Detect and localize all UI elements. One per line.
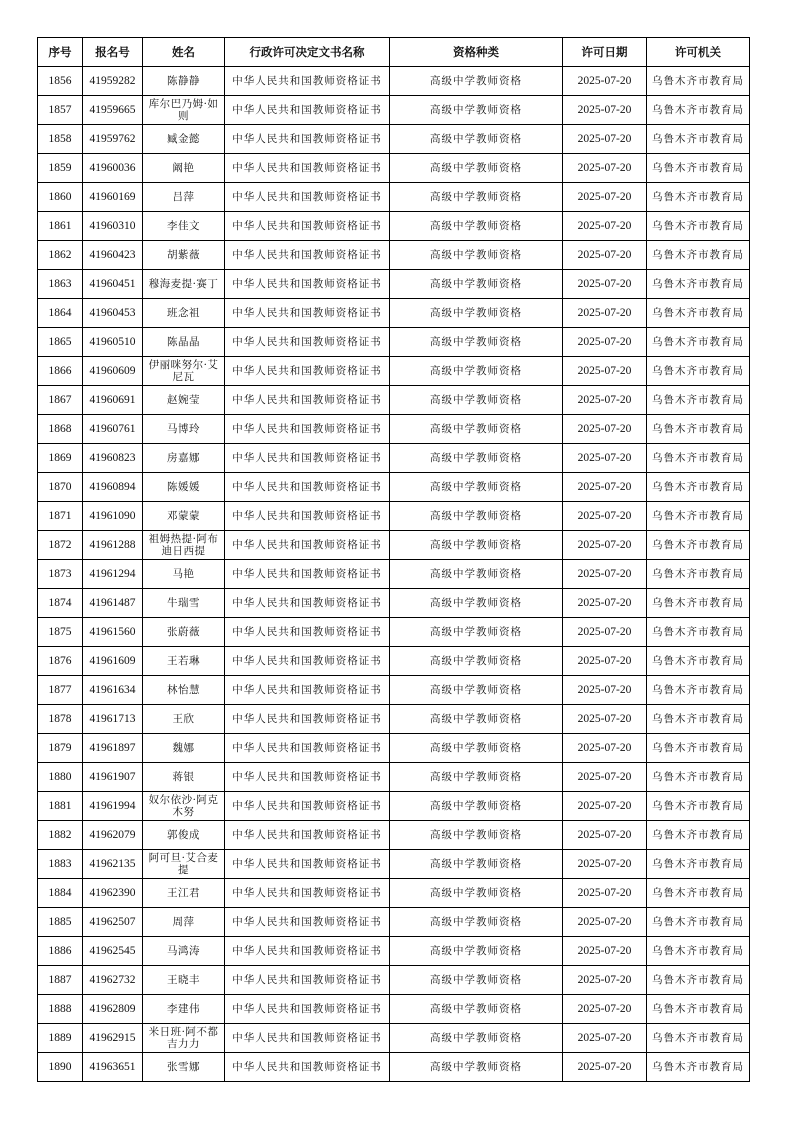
cell-registration-number: 41961560	[83, 618, 143, 647]
table-row	[38, 705, 750, 734]
table-row	[38, 96, 750, 125]
cell-serial-number: 1872	[38, 531, 83, 560]
cell-license-date: 2025-07-20	[563, 908, 647, 937]
cell-licensing-authority: 乌鲁木齐市教育局	[647, 270, 750, 299]
cell-serial-number: 1881	[38, 792, 83, 821]
cell-license-date: 2025-07-20	[563, 444, 647, 473]
cell-name: 张雪娜	[143, 1053, 225, 1082]
cell-registration-number: 41960510	[83, 328, 143, 357]
cell-serial-number: 1880	[38, 763, 83, 792]
cell-license-date: 2025-07-20	[563, 386, 647, 415]
cell-qualification-type: 高级中学教师资格	[390, 502, 563, 531]
header-license-date: 许可日期	[563, 38, 647, 67]
cell-document-name: 中华人民共和国教师资格证书	[225, 531, 390, 560]
cell-serial-number: 1889	[38, 1024, 83, 1053]
cell-licensing-authority: 乌鲁木齐市教育局	[647, 850, 750, 879]
cell-license-date: 2025-07-20	[563, 183, 647, 212]
cell-name: 蒋银	[143, 763, 225, 792]
cell-licensing-authority: 乌鲁木齐市教育局	[647, 908, 750, 937]
cell-serial-number: 1888	[38, 995, 83, 1024]
cell-licensing-authority: 乌鲁木齐市教育局	[647, 734, 750, 763]
cell-license-date: 2025-07-20	[563, 763, 647, 792]
cell-name: 林怡慧	[143, 676, 225, 705]
cell-license-date: 2025-07-20	[563, 357, 647, 386]
cell-licensing-authority: 乌鲁木齐市教育局	[647, 531, 750, 560]
cell-qualification-type: 高级中学教师资格	[390, 1053, 563, 1082]
cell-qualification-type: 高级中学教师资格	[390, 937, 563, 966]
table-row	[38, 241, 750, 270]
cell-license-date: 2025-07-20	[563, 705, 647, 734]
cell-document-name: 中华人民共和国教师资格证书	[225, 966, 390, 995]
cell-name: 穆海麦提·赛丁	[143, 270, 225, 299]
cell-name: 房嘉娜	[143, 444, 225, 473]
cell-name: 张蔚薇	[143, 618, 225, 647]
cell-document-name: 中华人民共和国教师资格证书	[225, 212, 390, 241]
cell-document-name: 中华人民共和国教师资格证书	[225, 995, 390, 1024]
cell-name: 马艳	[143, 560, 225, 589]
table-row	[38, 67, 750, 96]
cell-licensing-authority: 乌鲁木齐市教育局	[647, 647, 750, 676]
cell-license-date: 2025-07-20	[563, 966, 647, 995]
table-row	[38, 560, 750, 589]
cell-name: 阚艳	[143, 154, 225, 183]
cell-name: 奴尔依沙·阿克木努	[143, 792, 225, 821]
cell-qualification-type: 高级中学教师资格	[390, 357, 563, 386]
cell-license-date: 2025-07-20	[563, 995, 647, 1024]
cell-serial-number: 1870	[38, 473, 83, 502]
cell-name: 李佳文	[143, 212, 225, 241]
cell-name: 马博玲	[143, 415, 225, 444]
cell-serial-number: 1869	[38, 444, 83, 473]
table-body	[38, 67, 750, 1082]
cell-document-name: 中华人民共和国教师资格证书	[225, 125, 390, 154]
table-row	[38, 502, 750, 531]
cell-license-date: 2025-07-20	[563, 676, 647, 705]
cell-serial-number: 1877	[38, 676, 83, 705]
cell-document-name: 中华人民共和国教师资格证书	[225, 705, 390, 734]
table-row	[38, 792, 750, 821]
cell-qualification-type: 高级中学教师资格	[390, 67, 563, 96]
cell-document-name: 中华人民共和国教师资格证书	[225, 821, 390, 850]
cell-document-name: 中华人民共和国教师资格证书	[225, 299, 390, 328]
cell-name: 陈媛媛	[143, 473, 225, 502]
cell-serial-number: 1858	[38, 125, 83, 154]
cell-qualification-type: 高级中学教师资格	[390, 589, 563, 618]
cell-license-date: 2025-07-20	[563, 328, 647, 357]
cell-licensing-authority: 乌鲁木齐市教育局	[647, 618, 750, 647]
cell-licensing-authority: 乌鲁木齐市教育局	[647, 705, 750, 734]
cell-registration-number: 41959762	[83, 125, 143, 154]
cell-qualification-type: 高级中学教师资格	[390, 792, 563, 821]
cell-license-date: 2025-07-20	[563, 589, 647, 618]
cell-name: 胡紫薇	[143, 241, 225, 270]
cell-registration-number: 41961634	[83, 676, 143, 705]
cell-document-name: 中华人民共和国教师资格证书	[225, 589, 390, 618]
cell-qualification-type: 高级中学教师资格	[390, 270, 563, 299]
cell-qualification-type: 高级中学教师资格	[390, 734, 563, 763]
cell-licensing-authority: 乌鲁木齐市教育局	[647, 1053, 750, 1082]
cell-name: 阿可旦·艾合麦提	[143, 850, 225, 879]
cell-serial-number: 1867	[38, 386, 83, 415]
cell-name: 陈晶晶	[143, 328, 225, 357]
cell-qualification-type: 高级中学教师资格	[390, 212, 563, 241]
cell-name: 王江君	[143, 879, 225, 908]
table-row	[38, 618, 750, 647]
cell-document-name: 中华人民共和国教师资格证书	[225, 937, 390, 966]
cell-licensing-authority: 乌鲁木齐市教育局	[647, 386, 750, 415]
cell-document-name: 中华人民共和国教师资格证书	[225, 444, 390, 473]
cell-name: 邓蒙蒙	[143, 502, 225, 531]
cell-qualification-type: 高级中学教师资格	[390, 647, 563, 676]
cell-qualification-type: 高级中学教师资格	[390, 1024, 563, 1053]
cell-serial-number: 1862	[38, 241, 83, 270]
cell-registration-number: 41960310	[83, 212, 143, 241]
cell-license-date: 2025-07-20	[563, 67, 647, 96]
table-row	[38, 183, 750, 212]
cell-registration-number: 41960761	[83, 415, 143, 444]
cell-licensing-authority: 乌鲁木齐市教育局	[647, 792, 750, 821]
cell-serial-number: 1878	[38, 705, 83, 734]
cell-license-date: 2025-07-20	[563, 299, 647, 328]
cell-qualification-type: 高级中学教师资格	[390, 444, 563, 473]
cell-document-name: 中华人民共和国教师资格证书	[225, 1024, 390, 1053]
cell-qualification-type: 高级中学教师资格	[390, 183, 563, 212]
cell-document-name: 中华人民共和国教师资格证书	[225, 386, 390, 415]
cell-qualification-type: 高级中学教师资格	[390, 705, 563, 734]
cell-serial-number: 1865	[38, 328, 83, 357]
cell-licensing-authority: 乌鲁木齐市教育局	[647, 1024, 750, 1053]
cell-registration-number: 41962732	[83, 966, 143, 995]
cell-licensing-authority: 乌鲁木齐市教育局	[647, 154, 750, 183]
cell-licensing-authority: 乌鲁木齐市教育局	[647, 241, 750, 270]
cell-document-name: 中华人民共和国教师资格证书	[225, 908, 390, 937]
cell-registration-number: 41960823	[83, 444, 143, 473]
cell-qualification-type: 高级中学教师资格	[390, 995, 563, 1024]
table-row	[38, 821, 750, 850]
cell-registration-number: 41960609	[83, 357, 143, 386]
cell-qualification-type: 高级中学教师资格	[390, 531, 563, 560]
cell-license-date: 2025-07-20	[563, 212, 647, 241]
header-document-name: 行政许可决定文书名称	[225, 38, 390, 67]
cell-licensing-authority: 乌鲁木齐市教育局	[647, 444, 750, 473]
cell-license-date: 2025-07-20	[563, 879, 647, 908]
cell-license-date: 2025-07-20	[563, 821, 647, 850]
cell-name: 马鸿涛	[143, 937, 225, 966]
cell-serial-number: 1874	[38, 589, 83, 618]
cell-licensing-authority: 乌鲁木齐市教育局	[647, 96, 750, 125]
cell-name: 班念祖	[143, 299, 225, 328]
cell-name: 王若琳	[143, 647, 225, 676]
cell-qualification-type: 高级中学教师资格	[390, 328, 563, 357]
cell-serial-number: 1863	[38, 270, 83, 299]
cell-licensing-authority: 乌鲁木齐市教育局	[647, 125, 750, 154]
cell-licensing-authority: 乌鲁木齐市教育局	[647, 67, 750, 96]
cell-licensing-authority: 乌鲁木齐市教育局	[647, 212, 750, 241]
cell-registration-number: 41960169	[83, 183, 143, 212]
cell-license-date: 2025-07-20	[563, 560, 647, 589]
cell-name: 王欣	[143, 705, 225, 734]
table-row	[38, 415, 750, 444]
cell-qualification-type: 高级中学教师资格	[390, 96, 563, 125]
cell-licensing-authority: 乌鲁木齐市教育局	[647, 966, 750, 995]
cell-qualification-type: 高级中学教师资格	[390, 473, 563, 502]
cell-serial-number: 1885	[38, 908, 83, 937]
cell-serial-number: 1871	[38, 502, 83, 531]
cell-license-date: 2025-07-20	[563, 792, 647, 821]
cell-licensing-authority: 乌鲁木齐市教育局	[647, 821, 750, 850]
cell-registration-number: 41960423	[83, 241, 143, 270]
cell-document-name: 中华人民共和国教师资格证书	[225, 647, 390, 676]
cell-document-name: 中华人民共和国教师资格证书	[225, 676, 390, 705]
cell-license-date: 2025-07-20	[563, 531, 647, 560]
table-row	[38, 1053, 750, 1082]
cell-registration-number: 41961294	[83, 560, 143, 589]
cell-licensing-authority: 乌鲁木齐市教育局	[647, 879, 750, 908]
cell-document-name: 中华人民共和国教师资格证书	[225, 183, 390, 212]
cell-license-date: 2025-07-20	[563, 473, 647, 502]
cell-registration-number: 41960451	[83, 270, 143, 299]
cell-registration-number: 41961713	[83, 705, 143, 734]
cell-licensing-authority: 乌鲁木齐市教育局	[647, 357, 750, 386]
table-row	[38, 444, 750, 473]
cell-qualification-type: 高级中学教师资格	[390, 125, 563, 154]
table-row	[38, 212, 750, 241]
table-row	[38, 328, 750, 357]
cell-name: 祖姆热提·阿布迪日西提	[143, 531, 225, 560]
cell-qualification-type: 高级中学教师资格	[390, 299, 563, 328]
table-row	[38, 937, 750, 966]
header-qualification-type: 资格种类	[390, 38, 563, 67]
cell-qualification-type: 高级中学教师资格	[390, 560, 563, 589]
cell-document-name: 中华人民共和国教师资格证书	[225, 618, 390, 647]
table-row	[38, 531, 750, 560]
cell-qualification-type: 高级中学教师资格	[390, 618, 563, 647]
table-row	[38, 995, 750, 1024]
cell-registration-number: 41962545	[83, 937, 143, 966]
table-row	[38, 357, 750, 386]
cell-licensing-authority: 乌鲁木齐市教育局	[647, 676, 750, 705]
cell-license-date: 2025-07-20	[563, 270, 647, 299]
cell-licensing-authority: 乌鲁木齐市教育局	[647, 473, 750, 502]
cell-registration-number: 41960691	[83, 386, 143, 415]
table-row	[38, 966, 750, 995]
cell-licensing-authority: 乌鲁木齐市教育局	[647, 763, 750, 792]
cell-license-date: 2025-07-20	[563, 241, 647, 270]
cell-name: 赵婉莹	[143, 386, 225, 415]
cell-name: 米日班·阿不都吉力力	[143, 1024, 225, 1053]
cell-serial-number: 1883	[38, 850, 83, 879]
cell-registration-number: 41962079	[83, 821, 143, 850]
header-serial-number: 序号	[38, 38, 83, 67]
cell-serial-number: 1866	[38, 357, 83, 386]
cell-registration-number: 41961288	[83, 531, 143, 560]
cell-serial-number: 1857	[38, 96, 83, 125]
cell-registration-number: 41962135	[83, 850, 143, 879]
cell-license-date: 2025-07-20	[563, 1053, 647, 1082]
cell-registration-number: 41961090	[83, 502, 143, 531]
cell-name: 王晓丰	[143, 966, 225, 995]
cell-serial-number: 1887	[38, 966, 83, 995]
cell-name: 牛瑞雪	[143, 589, 225, 618]
cell-document-name: 中华人民共和国教师资格证书	[225, 67, 390, 96]
cell-name: 库尔巴乃姆·如则	[143, 96, 225, 125]
cell-name: 李建伟	[143, 995, 225, 1024]
cell-registration-number: 41962390	[83, 879, 143, 908]
cell-licensing-authority: 乌鲁木齐市教育局	[647, 995, 750, 1024]
cell-licensing-authority: 乌鲁木齐市教育局	[647, 328, 750, 357]
cell-qualification-type: 高级中学教师资格	[390, 386, 563, 415]
table-row	[38, 386, 750, 415]
cell-document-name: 中华人民共和国教师资格证书	[225, 1053, 390, 1082]
cell-serial-number: 1859	[38, 154, 83, 183]
cell-serial-number: 1856	[38, 67, 83, 96]
cell-serial-number: 1876	[38, 647, 83, 676]
table-row	[38, 908, 750, 937]
cell-qualification-type: 高级中学教师资格	[390, 763, 563, 792]
table-header-row	[38, 38, 750, 67]
cell-serial-number: 1890	[38, 1053, 83, 1082]
cell-name: 臧金懿	[143, 125, 225, 154]
cell-document-name: 中华人民共和国教师资格证书	[225, 96, 390, 125]
cell-qualification-type: 高级中学教师资格	[390, 850, 563, 879]
cell-serial-number: 1879	[38, 734, 83, 763]
table-row	[38, 473, 750, 502]
cell-registration-number: 41962809	[83, 995, 143, 1024]
header-registration-number: 报名号	[83, 38, 143, 67]
cell-licensing-authority: 乌鲁木齐市教育局	[647, 560, 750, 589]
header-licensing-authority: 许可机关	[647, 38, 750, 67]
cell-serial-number: 1884	[38, 879, 83, 908]
cell-document-name: 中华人民共和国教师资格证书	[225, 415, 390, 444]
cell-serial-number: 1873	[38, 560, 83, 589]
cell-registration-number: 41962915	[83, 1024, 143, 1053]
cell-license-date: 2025-07-20	[563, 502, 647, 531]
table-row	[38, 763, 750, 792]
cell-serial-number: 1861	[38, 212, 83, 241]
table-row	[38, 1024, 750, 1053]
cell-document-name: 中华人民共和国教师资格证书	[225, 734, 390, 763]
table-row	[38, 676, 750, 705]
table-row	[38, 125, 750, 154]
certificate-list-table	[37, 37, 750, 1082]
cell-document-name: 中华人民共和国教师资格证书	[225, 560, 390, 589]
cell-licensing-authority: 乌鲁木齐市教育局	[647, 183, 750, 212]
cell-licensing-authority: 乌鲁木齐市教育局	[647, 502, 750, 531]
cell-registration-number: 41961487	[83, 589, 143, 618]
cell-qualification-type: 高级中学教师资格	[390, 676, 563, 705]
cell-license-date: 2025-07-20	[563, 415, 647, 444]
cell-registration-number: 41960894	[83, 473, 143, 502]
cell-registration-number: 41960453	[83, 299, 143, 328]
header-name: 姓名	[143, 38, 225, 67]
cell-document-name: 中华人民共和国教师资格证书	[225, 850, 390, 879]
cell-registration-number: 41963651	[83, 1053, 143, 1082]
cell-document-name: 中华人民共和国教师资格证书	[225, 328, 390, 357]
table-row	[38, 734, 750, 763]
cell-license-date: 2025-07-20	[563, 937, 647, 966]
table-row	[38, 647, 750, 676]
cell-registration-number: 41959282	[83, 67, 143, 96]
cell-document-name: 中华人民共和国教师资格证书	[225, 473, 390, 502]
cell-license-date: 2025-07-20	[563, 618, 647, 647]
cell-qualification-type: 高级中学教师资格	[390, 821, 563, 850]
cell-serial-number: 1864	[38, 299, 83, 328]
cell-serial-number: 1868	[38, 415, 83, 444]
cell-registration-number: 41959665	[83, 96, 143, 125]
cell-name: 吕萍	[143, 183, 225, 212]
cell-qualification-type: 高级中学教师资格	[390, 241, 563, 270]
cell-registration-number: 41961907	[83, 763, 143, 792]
cell-document-name: 中华人民共和国教师资格证书	[225, 241, 390, 270]
cell-document-name: 中华人民共和国教师资格证书	[225, 270, 390, 299]
cell-qualification-type: 高级中学教师资格	[390, 966, 563, 995]
cell-document-name: 中华人民共和国教师资格证书	[225, 792, 390, 821]
cell-license-date: 2025-07-20	[563, 154, 647, 183]
table-row	[38, 154, 750, 183]
cell-license-date: 2025-07-20	[563, 850, 647, 879]
cell-registration-number: 41961609	[83, 647, 143, 676]
cell-serial-number: 1882	[38, 821, 83, 850]
table-row	[38, 270, 750, 299]
cell-registration-number: 41960036	[83, 154, 143, 183]
cell-qualification-type: 高级中学教师资格	[390, 154, 563, 183]
cell-serial-number: 1875	[38, 618, 83, 647]
cell-qualification-type: 高级中学教师资格	[390, 415, 563, 444]
cell-serial-number: 1860	[38, 183, 83, 212]
cell-serial-number: 1886	[38, 937, 83, 966]
cell-document-name: 中华人民共和国教师资格证书	[225, 763, 390, 792]
cell-registration-number: 41961897	[83, 734, 143, 763]
cell-document-name: 中华人民共和国教师资格证书	[225, 357, 390, 386]
cell-registration-number: 41961994	[83, 792, 143, 821]
cell-qualification-type: 高级中学教师资格	[390, 908, 563, 937]
cell-license-date: 2025-07-20	[563, 1024, 647, 1053]
cell-qualification-type: 高级中学教师资格	[390, 879, 563, 908]
cell-license-date: 2025-07-20	[563, 125, 647, 154]
cell-name: 魏娜	[143, 734, 225, 763]
cell-name: 周萍	[143, 908, 225, 937]
table-row	[38, 589, 750, 618]
cell-document-name: 中华人民共和国教师资格证书	[225, 502, 390, 531]
cell-document-name: 中华人民共和国教师资格证书	[225, 879, 390, 908]
cell-registration-number: 41962507	[83, 908, 143, 937]
table-row	[38, 879, 750, 908]
table-row	[38, 850, 750, 879]
cell-licensing-authority: 乌鲁木齐市教育局	[647, 937, 750, 966]
cell-name: 陈静静	[143, 67, 225, 96]
cell-licensing-authority: 乌鲁木齐市教育局	[647, 415, 750, 444]
cell-license-date: 2025-07-20	[563, 734, 647, 763]
table-row	[38, 299, 750, 328]
cell-license-date: 2025-07-20	[563, 96, 647, 125]
cell-name: 伊丽咪努尔·艾尼瓦	[143, 357, 225, 386]
cell-licensing-authority: 乌鲁木齐市教育局	[647, 299, 750, 328]
cell-licensing-authority: 乌鲁木齐市教育局	[647, 589, 750, 618]
cell-document-name: 中华人民共和国教师资格证书	[225, 154, 390, 183]
cell-license-date: 2025-07-20	[563, 647, 647, 676]
cell-name: 郭俊成	[143, 821, 225, 850]
